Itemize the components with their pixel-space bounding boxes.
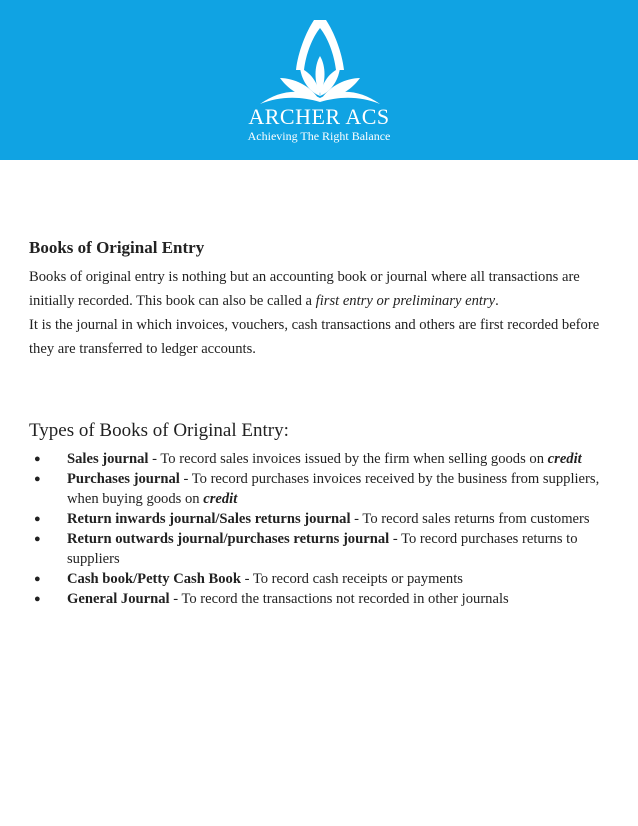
list-item [29,529,614,569]
bullet-icon: ● [34,513,41,525]
list-item [29,509,614,529]
intro-end: . [495,293,499,309]
item-name: Sales journal [67,451,149,467]
item-desc: - To record cash receipts or payments [240,571,463,587]
brand-name: ARCHER ACS [248,104,390,129]
intro-paragraph [29,265,614,313]
item-name: General Journal [67,591,170,607]
item-desc: - To record sales returns from customers [350,511,590,527]
item-desc: - To record sales invoices issued by the firm when selling goods on [148,451,548,467]
intro-emphasis: first entry or preliminary entry [315,293,496,309]
item-desc: - To record purchases returns to suppliers [67,531,578,567]
bullet-icon: ● [34,453,41,465]
bullet-icon: ● [34,593,41,605]
bullet-icon: ● [34,473,41,485]
section-title: Books of Original Entry [29,238,205,257]
list-item [29,589,614,609]
header-banner [0,0,638,160]
item-name: Return outwards journal/purchases returns journal [67,531,390,547]
bullet-icon: ● [34,573,41,585]
archer-lotus-logo-icon [240,12,400,107]
item-desc: - To record the transactions not recorded in other journals [169,591,509,607]
item-name: Return inwards journal/Sales returns journal [67,511,351,527]
list-item [29,449,614,469]
item-name: Cash book/Petty Cash Book [67,571,241,587]
types-title: Types of Books of Original Entry: [29,420,289,441]
item-emphasis: credit [203,491,238,507]
item-desc: - To record purchases invoices received by the business from suppliers, when buying goods on [67,471,600,507]
list-item [29,469,614,509]
list-item [29,569,614,589]
brand-tagline: Achieving The Right Balance [247,129,391,143]
types-list [29,449,614,609]
intro-text: Books of original entry is nothing but an accounting book or journal where all transactions are initially recorded. This book can also be called a [29,269,580,309]
journal-paragraph: It is the journal in which invoices, vouchers, cash transactions and others are first recorded before they are transferred to ledger accounts. [29,317,600,357]
item-emphasis: credit [547,451,582,467]
item-name: Purchases journal [67,471,180,487]
bullet-icon: ● [34,533,41,545]
